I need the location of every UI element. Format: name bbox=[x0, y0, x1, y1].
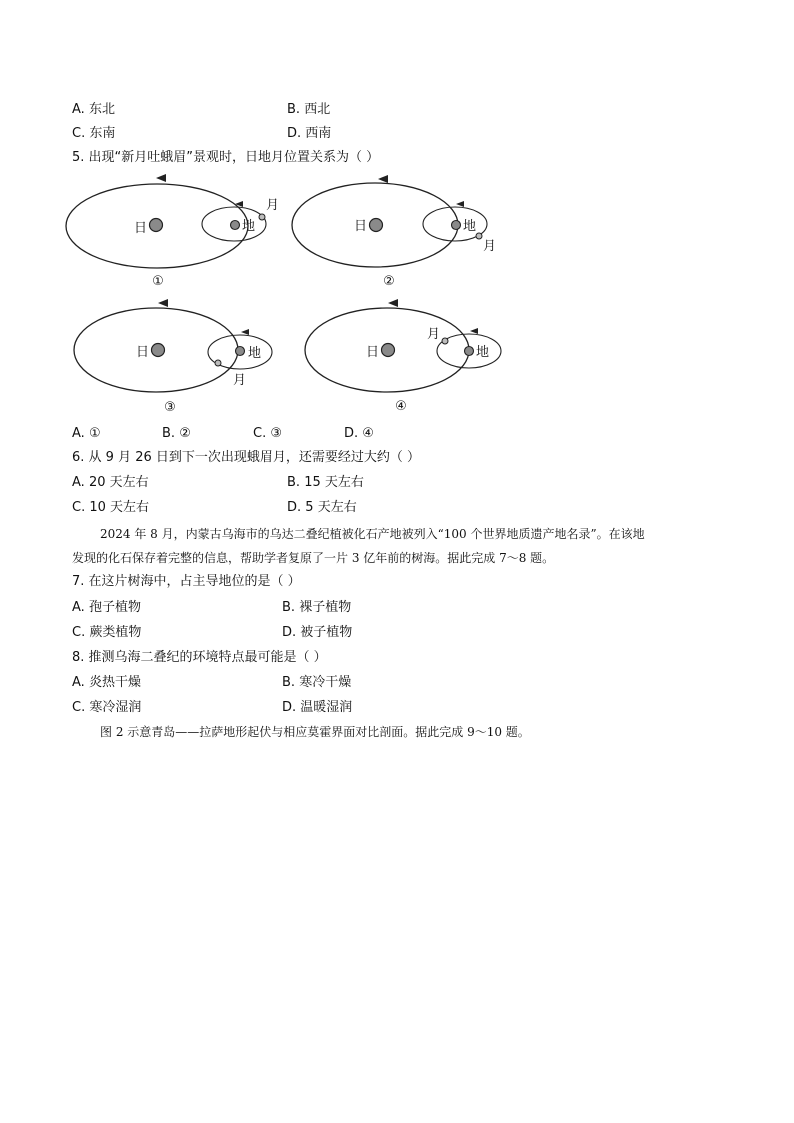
option-b[interactable]: B. ② bbox=[162, 426, 191, 441]
question-5-stem: 5. 出现“新月吐蛾眉”景观时，日地月位置关系为（ ） bbox=[72, 150, 380, 165]
earth-icon bbox=[231, 221, 240, 230]
option-c[interactable]: C. 10 天左右 bbox=[72, 500, 150, 515]
moon-icon bbox=[259, 214, 265, 220]
svg-text:月: 月 bbox=[233, 373, 247, 388]
moon-icon bbox=[476, 233, 482, 239]
option-b[interactable]: B. 西北 bbox=[287, 102, 331, 117]
option-c[interactable]: C. 寒冷湿润 bbox=[72, 700, 142, 715]
moon-icon bbox=[442, 338, 448, 344]
option-text: 炎热干燥 bbox=[88, 675, 141, 690]
option-d[interactable]: D. ④ bbox=[344, 426, 374, 441]
option-text: 寒冷干燥 bbox=[299, 675, 352, 690]
option-text: ④ bbox=[362, 426, 374, 441]
option-text: 寒冷湿润 bbox=[89, 700, 142, 715]
option-text: 蕨类植物 bbox=[89, 625, 142, 640]
option-d[interactable]: D. 西南 bbox=[287, 126, 332, 141]
option-a[interactable]: A. 孢子植物 bbox=[72, 600, 141, 615]
sun-icon bbox=[152, 344, 165, 357]
svg-text:月: 月 bbox=[266, 198, 280, 213]
sun-icon bbox=[150, 219, 163, 232]
orbit-diagram-2 bbox=[292, 170, 532, 295]
svg-text:日: 日 bbox=[366, 345, 380, 360]
svg-text:地: 地 bbox=[242, 219, 256, 234]
sun-icon bbox=[382, 344, 395, 357]
passage-line-2: 发现的化石保存着完整的信息，帮助学者复原了一片 3 亿年前的树海。据此完成 7～8 题。 bbox=[72, 551, 555, 565]
option-text: 20 天左右 bbox=[88, 475, 149, 490]
option-text: ③ bbox=[270, 426, 283, 441]
earth-icon bbox=[236, 347, 245, 356]
option-a[interactable]: A. 20 天左右 bbox=[72, 475, 149, 490]
option-text: ② bbox=[179, 426, 191, 441]
passage-line-1: 2024 年 8 月，内蒙古乌海市的乌达二叠纪植被化石产地被列入“100 个世界地质遗产地名录”。在该地 bbox=[100, 527, 645, 541]
moon-icon bbox=[215, 360, 221, 366]
option-b[interactable]: B. 裸子植物 bbox=[282, 600, 352, 615]
sun-icon bbox=[370, 219, 383, 232]
option-d[interactable]: D. 温暖湿润 bbox=[282, 700, 353, 715]
svg-text:地: 地 bbox=[476, 345, 490, 360]
svg-text:日: 日 bbox=[136, 345, 150, 360]
option-b[interactable]: B. 15 天左右 bbox=[287, 475, 364, 490]
svg-text:地: 地 bbox=[463, 219, 477, 234]
option-text: 孢子植物 bbox=[88, 600, 141, 615]
option-text: 裸子植物 bbox=[299, 600, 352, 615]
svg-text:③: ③ bbox=[164, 400, 176, 415]
option-text: 15 天左右 bbox=[304, 475, 364, 490]
option-text: 东南 bbox=[89, 126, 116, 141]
option-d[interactable]: D. 5 天左右 bbox=[287, 500, 357, 515]
svg-text:日: 日 bbox=[354, 219, 368, 234]
question-8-stem: 8. 推测乌海二叠纪的环境特点最可能是（ ） bbox=[72, 650, 327, 665]
question-6-stem: 6. 从 9 月 26 日到下一次出现蛾眉月，还需要经过大约（ ） bbox=[72, 450, 421, 465]
earth-icon bbox=[452, 221, 461, 230]
option-c[interactable]: C. 东南 bbox=[72, 126, 116, 141]
svg-text:①: ① bbox=[152, 274, 164, 289]
option-text: 被子植物 bbox=[300, 625, 353, 640]
svg-text:地: 地 bbox=[248, 346, 262, 361]
svg-text:②: ② bbox=[383, 274, 395, 289]
option-a[interactable]: A. 东北 bbox=[72, 102, 115, 117]
orbit-diagram-3 bbox=[72, 300, 312, 420]
option-c[interactable]: C. 蕨类植物 bbox=[72, 625, 142, 640]
option-d[interactable]: D. 被子植物 bbox=[282, 625, 353, 640]
svg-text:月: 月 bbox=[483, 239, 497, 254]
option-b[interactable]: B. 寒冷干燥 bbox=[282, 675, 352, 690]
option-text: 5 天左右 bbox=[305, 500, 357, 515]
svg-text:④: ④ bbox=[395, 399, 407, 414]
passage-2-line: 图 2 示意青岛——拉萨地形起伏与相应莫霍界面对比剖面。据此完成 9～10 题。 bbox=[100, 725, 530, 739]
orbit-diagram-1 bbox=[60, 170, 300, 295]
option-text: 东北 bbox=[88, 102, 115, 117]
option-text: 西南 bbox=[305, 126, 332, 141]
option-text: 西北 bbox=[304, 102, 331, 117]
option-a[interactable]: A. ① bbox=[72, 426, 101, 441]
option-text: 10 天左右 bbox=[89, 500, 150, 515]
option-c[interactable]: C. ③ bbox=[253, 426, 283, 441]
earth-icon bbox=[465, 347, 474, 356]
option-text: 温暖湿润 bbox=[300, 700, 353, 715]
svg-text:日: 日 bbox=[134, 221, 148, 236]
question-7-stem: 7. 在这片树海中，占主导地位的是（ ） bbox=[72, 574, 301, 589]
option-a[interactable]: A. 炎热干燥 bbox=[72, 675, 141, 690]
orbit-diagram-4 bbox=[304, 300, 544, 420]
option-text: ① bbox=[88, 426, 101, 441]
svg-text:月: 月 bbox=[427, 327, 441, 342]
